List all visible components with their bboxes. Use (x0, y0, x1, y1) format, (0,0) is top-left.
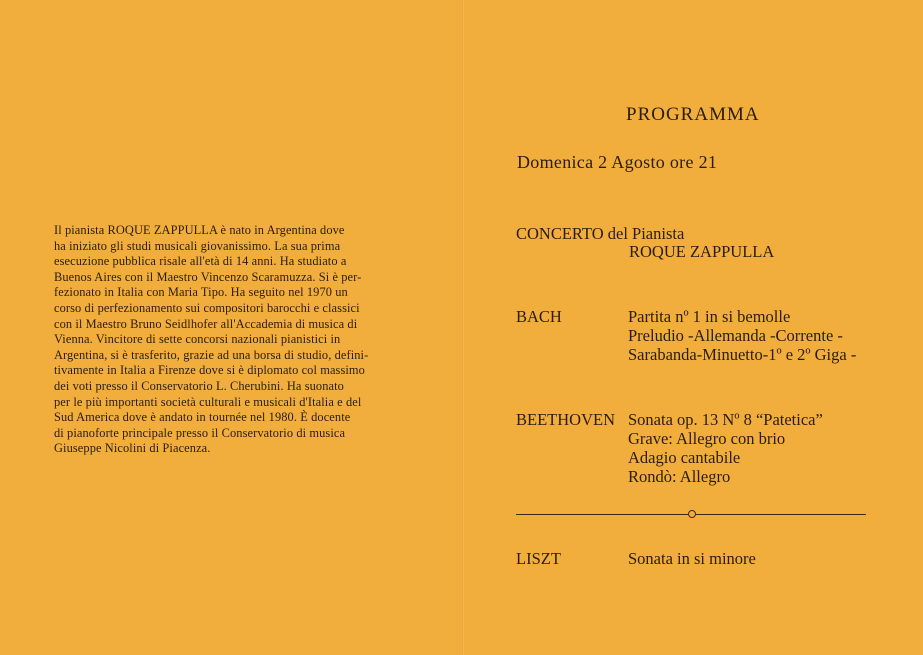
composer-bach: BACH (516, 307, 562, 326)
biography-line: Argentina, si è trasferito, grazie ad una borsa di studio, defini- (54, 347, 369, 362)
biography-line: tivamente in Italia a Firenze dove si è diplomato col massimo (54, 363, 365, 378)
biography-line: esecuzione pubblica risale all'età di 14 anni. Ha studiato a (54, 254, 347, 269)
concert-date: Domenica 2 Agosto ore 21 (517, 152, 718, 172)
piece-line: Adagio cantabile (628, 448, 741, 467)
piece-line: Sonata in si minore (628, 549, 756, 568)
biography-line: per le più importanti società culturali e musicali d'Italia e del (54, 394, 362, 409)
biography-line: fezionato in Italia con Maria Tipo. Ha seguito nel 1970 un (54, 285, 348, 300)
biography-line: con il Maestro Bruno Seidlhofer all'Accademia di musica di (54, 316, 358, 331)
pianist-name: ROQUE ZAPPULLA (629, 242, 775, 261)
piece-line: Rondò: Allegro (628, 467, 731, 486)
biography-line: Buenos Aires con il Maestro Vincenzo Scaramuzza. Si è per- (54, 269, 362, 284)
biography-line: dei voti presso il Conservatorio L. Cherubini. Ha suonato (54, 378, 344, 393)
piece-line: Grave: Allegro con brio (628, 429, 786, 448)
piece-line: Preludio -Allemanda -Corrente - (628, 326, 843, 345)
divider-ornament (688, 510, 696, 518)
biography-line: ha iniziato gli studi musicali giovanissimo. La sua prima (54, 238, 341, 253)
piece-bach (628, 307, 856, 364)
section-divider (516, 514, 866, 515)
biography-line: Sud America dove è andato in tournée nel 1980. È docente (54, 410, 351, 425)
biography (54, 223, 394, 457)
program-title: PROGRAMMA (626, 104, 760, 125)
biography-line: di pianoforte principale presso il Conservatorio di musica (54, 425, 346, 440)
piece-line: Sarabanda-Minuetto-1º e 2º Giga - (628, 345, 857, 364)
concert-heading: CONCERTO del Pianista (516, 224, 685, 243)
composer-liszt: LISZT (516, 549, 561, 568)
right-panel (465, 0, 923, 655)
piece-line: Sonata op. 13 Nº 8 “Patetica” (628, 410, 823, 429)
composer-beethoven: BEETHOVEN (516, 410, 615, 429)
piece-liszt (628, 549, 756, 568)
biography-line: Vienna. Vincitore di sette concorsi nazionali pianistici in (54, 332, 341, 347)
biography-line: Giuseppe Nicolini di Piacenza. (54, 441, 211, 456)
biography-line: Il pianista ROQUE ZAPPULLA è nato in Argentina dove (54, 223, 345, 237)
piece-line: Partita nº 1 in si bemolle (628, 307, 791, 326)
piece-beethoven (628, 410, 823, 486)
biography-line: corso di perfezionamento sui compositori barocchi e classici (54, 300, 360, 315)
